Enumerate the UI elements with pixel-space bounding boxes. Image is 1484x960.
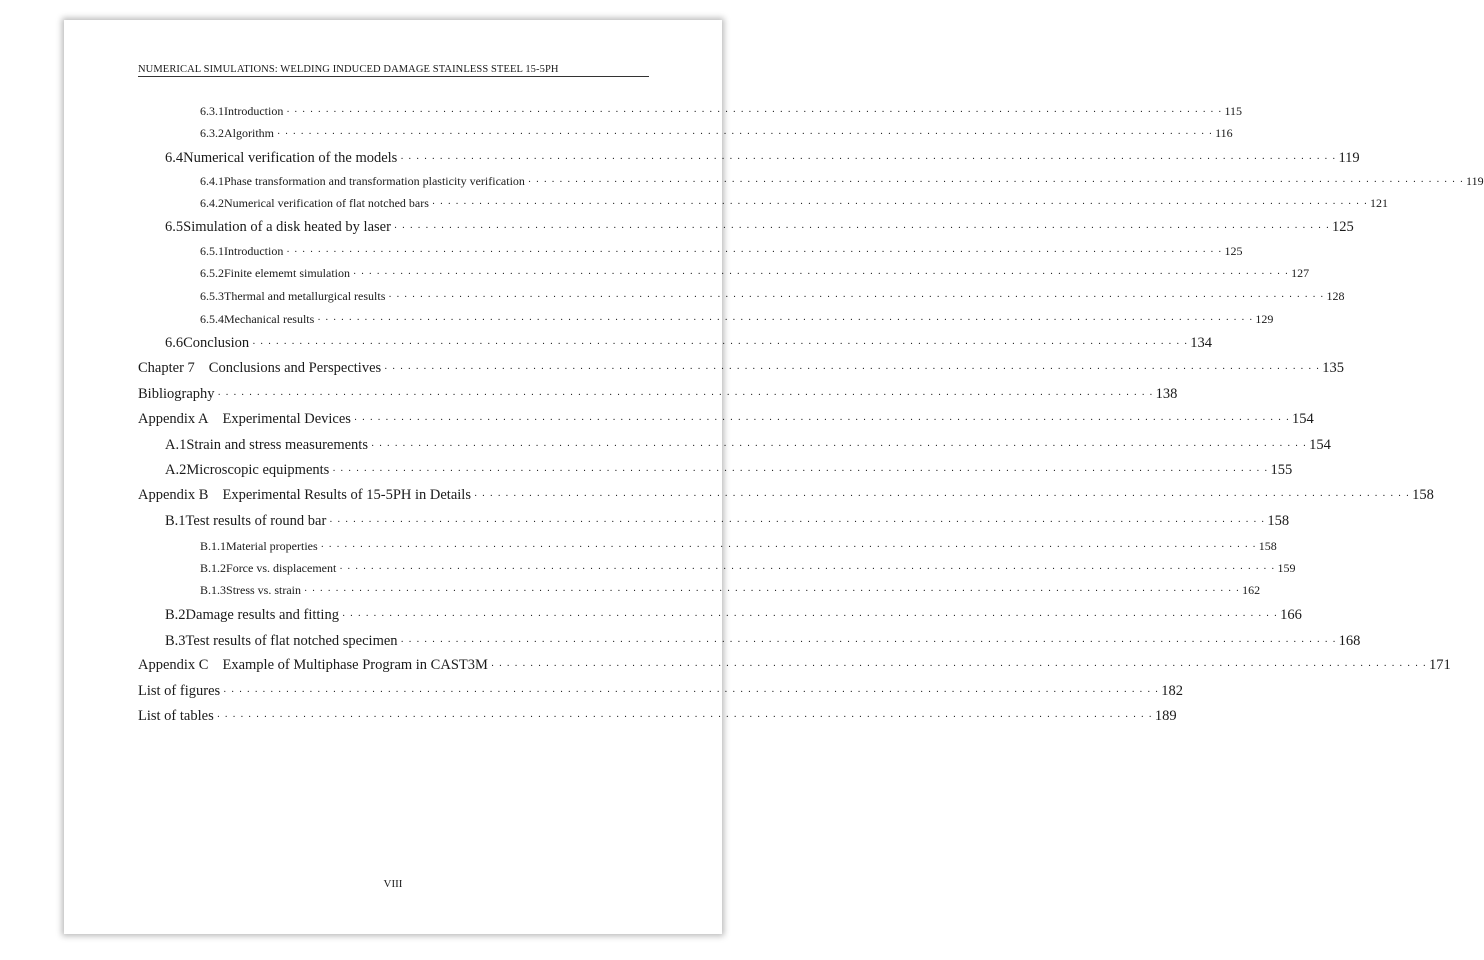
- toc-entry-number: 6.6: [165, 335, 184, 351]
- toc-entry-page: 121: [1370, 196, 1389, 210]
- toc-entry-number: Chapter 7: [138, 360, 195, 376]
- dot-leader: · · · · · · · · · · · · · · · · · · · · · · · · · · · · · · · · · · · · · · · · · · · · · · · · · · · · · · · · · · · · · · · · · · · · · · · · · · · · · · · · · · · · · · · · · · · · · · · · · · · · · · · · · · · · · · · · · · · · · · · ·: [332, 466, 1269, 477]
- toc-entry-page: 127: [1291, 266, 1310, 280]
- toc-entry[interactable]: [200, 266, 1310, 281]
- toc-entry-page: 158: [1258, 539, 1277, 553]
- toc-entry[interactable]: [200, 289, 1345, 304]
- toc-entry-page: 128: [1326, 289, 1345, 303]
- toc-entry-title: Material properties: [226, 539, 318, 553]
- dot-leader: · · · · · · · · · · · · · · · · · · · · · · · · · · · · · · · · · · · · · · · · · · · · · · · · · · · · · · · · · · · · · · · · · · · · · · · · · · · · · · · · · · · · · · · · · · · · · · · · · · · · · · · · · · · · · · · · · · · · · · · ·: [341, 611, 1279, 622]
- toc-entry-number: B.3: [165, 633, 186, 649]
- dot-leader: · · · · · · · · · · · · · · · · · · · · · · · · · · · · · · · · · · · · · · · · · · · · · · · · · · · · · · · · · · · · · · · · · · · · · · · · · · · · · · · · · · · · · · · · · · · · · · · · · · · · · · · · · · · · · · · · · · · · · · · ·: [277, 129, 1214, 140]
- dot-leader: · · · · · · · · · · · · · · · · · · · · · · · · · · · · · · · · · · · · · · · · · · · · · · · · · · · · · · · · · · · · · · · · · · · · · · · · · · · · · · · · · · · · · · · · · · · · · · · · · · · · · · · · · · · · · · · · · · · · · · · ·: [473, 491, 1411, 502]
- page-number: VIII: [383, 878, 403, 890]
- toc-entry-title: Conclusions and Perspectives: [208, 360, 382, 376]
- toc-entry-number: 6.3.2: [200, 126, 224, 140]
- toc-entry-page: 182: [1161, 683, 1184, 699]
- toc-entry-number: 6.4.1: [200, 174, 224, 188]
- toc-entry[interactable]: [200, 583, 1261, 598]
- toc-entry-title: Example of Multiphase Program in CAST3M: [222, 657, 488, 673]
- dot-leader: · · · · · · · · · · · · · · · · · · · · · · · · · · · · · · · · · · · · · · · · · · · · · · · · · · · · · · · · · · · · · · · · · · · · · · · · · · · · · · · · · · · · · · · · · · · · · · · · · · · · · · · · · · · · · · · · · · · · · · · ·: [329, 517, 1266, 528]
- toc-entry[interactable]: [200, 561, 1296, 576]
- toc-entry-page: 166: [1280, 607, 1302, 623]
- toc-entry-number: B.1.3: [200, 583, 227, 597]
- toc-entry-number: A.1: [165, 437, 187, 453]
- toc-entry-title: Strain and stress measurements: [186, 437, 368, 453]
- dot-leader: · · · · · · · · · · · · · · · · · · · · · · · · · · · · · · · · · · · · · · · · · · · · · · · · · · · · · · · · · · · · · · · · · · · · · · · · · · · · · · · · · · · · · · · · · · · · · · · · · · · · · · · · · · · · · · · · · · · · · · · ·: [400, 637, 1337, 648]
- toc-entry-page: 129: [1255, 312, 1274, 326]
- toc-entry-page: 125: [1332, 219, 1354, 235]
- toc-entry-number: 6.5.4: [200, 312, 224, 326]
- toc-entry-title: Test results of round bar: [185, 513, 327, 529]
- toc-entry-number: B.1.1: [200, 539, 227, 553]
- dot-leader: · · · · · · · · · · · · · · · · · · · · · · · · · · · · · · · · · · · · · · · · · · · · · · · · · · · · · · · · · · · · · · · · · · · · · · · · · · · · · · · · · · · · · · · · · · · · · · · · · · · · · · · · · · · · · · · · · · · · · · · ·: [339, 564, 1276, 575]
- dot-leader: · · · · · · · · · · · · · · · · · · · · · · · · · · · · · · · · · · · · · · · · · · · · · · · · · · · · · · · · · · · · · · · · · · · · · · · · · · · · · · · · · · · · · · · · · · · · · · · · · · · · · · · · · · · · · · · · · · · · · · · ·: [252, 339, 1189, 350]
- toc-entry[interactable]: [165, 335, 1213, 352]
- toc-entry-page: 138: [1155, 386, 1178, 402]
- dot-leader: · · · · · · · · · · · · · · · · · · · · · · · · · · · · · · · · · · · · · · · · · · · · · · · · · · · · · · · · · · · · · · · · · · · · · · · · · · · · · · · · · · · · · · · · · · · · · · · · · · · · · · · · · · · · · · · · · · · · · · · ·: [217, 390, 1154, 401]
- dot-leader: · · · · · · · · · · · · · · · · · · · · · · · · · · · · · · · · · · · · · · · · · · · · · · · · · · · · · · · · · · · · · · · · · · · · · · · · · · · · · · · · · · · · · · · · · · · · · · · · · · · · · · · · · · · · · · · · · · · · · · · ·: [317, 315, 1254, 326]
- toc-entry-title: Introduction: [224, 244, 284, 258]
- toc-entry-title: Numerical verification of the models: [183, 150, 398, 166]
- toc-entry-page: 168: [1338, 633, 1361, 649]
- toc-entry[interactable]: [138, 411, 1314, 428]
- dot-leader: · · · · · · · · · · · · · · · · · · · · · · · · · · · · · · · · · · · · · · · · · · · · · · · · · · · · · · · · · · · · · · · · · · · · · · · · · · · · · · · · · · · · · · · · · · · · · · · · · · · · · · · · · · · · · · · · · · · · · · · ·: [286, 107, 1223, 118]
- toc-entry[interactable]: [165, 513, 1290, 530]
- toc-entry-number: Appendix C: [138, 657, 209, 673]
- toc-entry[interactable]: [165, 462, 1293, 479]
- table-of-contents: [64, 20, 1484, 934]
- dot-leader: · · · · · · · · · · · · · · · · · · · · · · · · · · · · · · · · · · · · · · · · · · · · · · · · · · · · · · · · · · · · · · · · · · · · · · · · · · · · · · · · · · · · · · · · · · · · · · · · · · · · · · · · · · · · · · · · · · · · · · · ·: [400, 154, 1337, 165]
- toc-entry[interactable]: [200, 312, 1274, 327]
- toc-entry-title: Finite elememt simulation: [224, 266, 350, 280]
- dot-leader: · · · · · · · · · · · · · · · · · · · · · · · · · · · · · · · · · · · · · · · · · · · · · · · · · · · · · · · · · · · · · · · · · · · · · · · · · · · · · · · · · · · · · · · · · · · · · · · · · · · · · · · · · · · · · · · · · · · · · · · ·: [352, 269, 1290, 280]
- toc-entry-title: Damage results and fitting: [185, 607, 339, 623]
- dot-leader: · · · · · · · · · · · · · · · · · · · · · · · · · · · · · · · · · · · · · · · · · · · · · · · · · · · · · · · · · · · · · · · · · · · · · · · · · · · · · · · · · · · · · · · · · · · · · · · · · · · · · · · · · · · · · · · · · · · · · · · ·: [216, 712, 1153, 723]
- toc-entry-page: 158: [1412, 487, 1434, 503]
- toc-entry-number: B.1.2: [200, 561, 227, 575]
- dot-leader: · · · · · · · · · · · · · · · · · · · · · · · · · · · · · · · · · · · · · · · · · · · · · · · · · · · · · · · · · · · · · · · · · · · · · · · · · · · · · · · · · · · · · · · · · · · · · · · · · · · · · · · · · · · · · · · · · · · · · · · ·: [223, 687, 1160, 698]
- toc-entry-title: Bibliography: [138, 386, 215, 402]
- toc-entry-page: 115: [1224, 104, 1242, 118]
- toc-entry-page: 158: [1267, 513, 1290, 529]
- toc-entry-number: 6.5.3: [200, 289, 224, 303]
- toc-entry[interactable]: [138, 487, 1434, 504]
- toc-entry[interactable]: [200, 244, 1243, 259]
- toc-entry[interactable]: [200, 539, 1277, 554]
- toc-entry-title: Numerical verification of flat notched bars: [224, 196, 429, 210]
- toc-entry[interactable]: [165, 219, 1354, 236]
- dot-leader: · · · · · · · · · · · · · · · · · · · · · · · · · · · · · · · · · · · · · · · · · · · · · · · · · · · · · · · · · · · · · · · · · · · · · · · · · · · · · · · · · · · · · · · · · · · · · · · · · · · · · · · · · · · · · · · · · · · · · · · ·: [388, 292, 1325, 303]
- toc-entry-title: List of tables: [138, 708, 214, 724]
- dot-leader: · · · · · · · · · · · · · · · · · · · · · · · · · · · · · · · · · · · · · · · · · · · · · · · · · · · · · · · · · · · · · · · · · · · · · · · · · · · · · · · · · · · · · · · · · · · · · · · · · · · · · · · · · · · · · · · · · · · · · · · ·: [286, 247, 1223, 258]
- toc-entry-page: 134: [1190, 335, 1213, 351]
- dot-leader: · · · · · · · · · · · · · · · · · · · · · · · · · · · · · · · · · · · · · · · · · · · · · · · · · · · · · · · · · · · · · · · · · · · · · · · · · · · · · · · · · · · · · · · · · · · · · · · · · · · · · · · · · · · · · · · · · · · · · · · ·: [304, 586, 1241, 597]
- toc-entry-title: Test results of flat notched specimen: [185, 633, 398, 649]
- toc-entry[interactable]: [138, 683, 1184, 700]
- toc-entry-title: Force vs. displacement: [226, 561, 337, 575]
- toc-entry-page: 154: [1292, 411, 1314, 427]
- toc-entry[interactable]: [138, 360, 1345, 377]
- toc-entry-title: Introduction: [224, 104, 284, 118]
- toc-entry[interactable]: [138, 386, 1178, 403]
- toc-entry-page: 125: [1224, 244, 1243, 258]
- toc-entry-number: B.2: [165, 607, 186, 623]
- toc-entry[interactable]: [165, 633, 1361, 650]
- toc-entry-page: 162: [1242, 583, 1261, 597]
- toc-entry-title: List of figures: [138, 683, 221, 699]
- toc-entry-title: Conclusion: [183, 335, 250, 351]
- toc-entry-number: 6.3.1: [200, 104, 224, 118]
- toc-entry-number: A.2: [165, 462, 187, 478]
- dot-leader: · · · · · · · · · · · · · · · · · · · · · · · · · · · · · · · · · · · · · · · · · · · · · · · · · · · · · · · · · · · · · · · · · · · · · · · · · · · · · · · · · · · · · · · · · · · · · · · · · · · · · · · · · · · · · · · · · · · · · · · ·: [370, 441, 1308, 452]
- toc-entry-number: 6.5.2: [200, 266, 224, 280]
- toc-entry-title: Stress vs. strain: [226, 583, 302, 597]
- toc-entry-title: Experimental Devices: [222, 411, 351, 427]
- toc-entry-page: 159: [1277, 561, 1296, 575]
- toc-entry[interactable]: [200, 126, 1233, 141]
- toc-entry-page: 119: [1338, 150, 1360, 166]
- toc-entry[interactable]: [165, 437, 1331, 454]
- toc-entry-title: Microscopic equipments: [186, 462, 330, 478]
- toc-entry[interactable]: [138, 657, 1451, 674]
- toc-entry-number: B.1: [165, 513, 186, 529]
- toc-entry[interactable]: [200, 196, 1389, 211]
- toc-entry-title: Experimental Results of 15-5PH in Details: [222, 487, 471, 503]
- toc-entry-page: 119: [1466, 174, 1484, 188]
- document-page: [64, 20, 1484, 934]
- toc-entry-number: Appendix B: [138, 487, 209, 503]
- toc-entry-number: 6.5: [165, 219, 184, 235]
- toc-entry-page: 116: [1215, 126, 1233, 140]
- toc-entry-number: 6.4.2: [200, 196, 224, 210]
- toc-entry-title: Mechanical results: [224, 312, 315, 326]
- dot-leader: · · · · · · · · · · · · · · · · · · · · · · · · · · · · · · · · · · · · · · · · · · · · · · · · · · · · · · · · · · · · · · · · · · · · · · · · · · · · · · · · · · · · · · · · · · · · · · · · · · · · · · · · · · · · · · · · · · · · · · · ·: [490, 661, 1427, 672]
- dot-leader: · · · · · · · · · · · · · · · · · · · · · · · · · · · · · · · · · · · · · · · · · · · · · · · · · · · · · · · · · · · · · · · · · · · · · · · · · · · · · · · · · · · · · · · · · · · · · · · · · · · · · · · · · · · · · · · · · · · · · · · ·: [384, 364, 1321, 375]
- toc-entry-title: Algorithm: [224, 126, 274, 140]
- toc-entry[interactable]: [200, 174, 1484, 189]
- toc-entry-number: Appendix A: [138, 411, 209, 427]
- toc-entry-page: 135: [1322, 360, 1345, 376]
- dot-leader: · · · · · · · · · · · · · · · · · · · · · · · · · · · · · · · · · · · · · · · · · · · · · · · · · · · · · · · · · · · · · · · · · · · · · · · · · · · · · · · · · · · · · · · · · · · · · · · · · · · · · · · · · · · · · · · · · · · · · · · ·: [320, 542, 1257, 553]
- toc-entry-number: 6.4: [165, 150, 184, 166]
- toc-entry-page: 155: [1270, 462, 1293, 478]
- toc-entry[interactable]: [165, 150, 1360, 167]
- toc-entry-page: 171: [1429, 657, 1451, 673]
- toc-entry-number: 6.5.1: [200, 244, 224, 258]
- dot-leader: · · · · · · · · · · · · · · · · · · · · · · · · · · · · · · · · · · · · · · · · · · · · · · · · · · · · · · · · · · · · · · · · · · · · · · · · · · · · · · · · · · · · · · · · · · · · · · · · · · · · · · · · · · · · · · · · · · · · · · · ·: [353, 415, 1291, 426]
- dot-leader: · · · · · · · · · · · · · · · · · · · · · · · · · · · · · · · · · · · · · · · · · · · · · · · · · · · · · · · · · · · · · · · · · · · · · · · · · · · · · · · · · · · · · · · · · · · · · · · · · · · · · · · · · · · · · · · · · · · · · · · ·: [431, 199, 1369, 210]
- toc-entry-page: 154: [1309, 437, 1331, 453]
- dot-leader: · · · · · · · · · · · · · · · · · · · · · · · · · · · · · · · · · · · · · · · · · · · · · · · · · · · · · · · · · · · · · · · · · · · · · · · · · · · · · · · · · · · · · · · · · · · · · · · · · · · · · · · · · · · · · · · · · · · · · · · ·: [527, 177, 1465, 188]
- toc-entry-title: Phase transformation and transformation plasticity verification: [224, 174, 525, 188]
- toc-entry-title: Thermal and metallurgical results: [224, 289, 386, 303]
- toc-entry[interactable]: [138, 708, 1177, 725]
- toc-entry-title: Simulation of a disk heated by laser: [183, 219, 391, 235]
- toc-entry[interactable]: [200, 104, 1242, 119]
- toc-entry-page: 189: [1154, 708, 1177, 724]
- dot-leader: · · · · · · · · · · · · · · · · · · · · · · · · · · · · · · · · · · · · · · · · · · · · · · · · · · · · · · · · · · · · · · · · · · · · · · · · · · · · · · · · · · · · · · · · · · · · · · · · · · · · · · · · · · · · · · · · · · · · · · · ·: [393, 223, 1331, 234]
- toc-entry[interactable]: [165, 607, 1302, 624]
- running-header: NUMERICAL SIMULATIONS: WELDING INDUCED DAMAGE STAINLESS STEEL 15-5PH: [138, 64, 649, 77]
